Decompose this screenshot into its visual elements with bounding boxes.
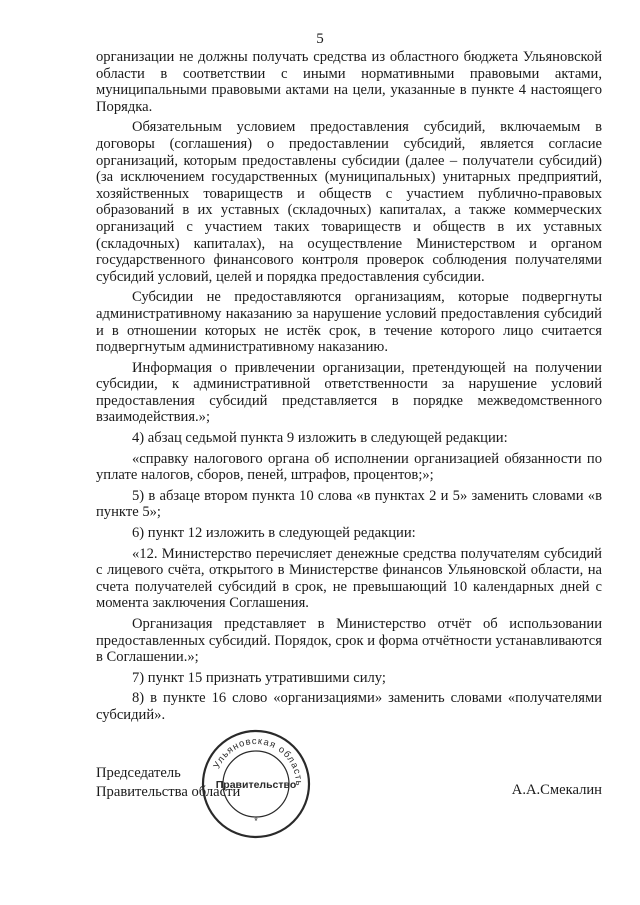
amendment-item: 4) абзац седьмой пункта 9 изложить в следующей редакции: — [132, 430, 508, 447]
seal-center-text: Правительство — [215, 779, 297, 791]
signatory-title-line1: Председатель — [96, 765, 181, 781]
amendment-item: 8) в пункте 16 слово «организациями» заменить словами «получателями субсидий». — [96, 690, 602, 723]
amendment-item: 7) пункт 15 признать утратившими силу; — [132, 669, 386, 686]
paragraph: Субсидии не предоставляются организациям, которые подвергнуты административному наказанию за нарушение условий предоставления субсидий и в отношении которых не истёк срок, в течение которого лицо считается подвергнутым административному наказанию. — [96, 289, 602, 356]
document-body — [96, 49, 602, 728]
seal-ring-text: Ульяновская область — [211, 735, 305, 787]
page-number: 5 — [316, 31, 324, 47]
svg-text:*: * — [254, 816, 258, 826]
paragraph: Информация о привлечении организации, претендующей на получении субсидии, к административной ответственности за нарушение условий предоставления субсидий представляется в порядке межведомственного взаимодействия.»; — [96, 359, 602, 426]
signatory-name: А.А.Смекалин — [511, 782, 602, 798]
amendment-item: 5) в абзаце втором пункта 10 слова «в пунктах 2 и 5» заменить словами «в пункте 5»; — [96, 487, 602, 521]
amendment-item: 6) пункт 12 изложить в следующей редакции: — [132, 525, 416, 542]
amendment-item: «12. Министерство перечисляет денежные средства получателям субсидий с лицевого счёта, открытого в Министерстве финансов Ульяновской области, на счета получателей субсидий в срок, не превышающий 10 календарных дней с момента заключения Соглашения. — [96, 545, 602, 612]
signatory-title-line2: Правительства области — [96, 784, 241, 800]
amendment-item: Организация представляет в Министерство отчёт об использовании предоставленных субсидий. Порядок, срок и форма отчётности устанавливаются в Соглашении.»; — [96, 616, 602, 666]
paragraph: организации не должны получать средства из областного бюджета Ульяновской области в соответствии с иными нормативными правовыми актами, муниципальными правовыми актами на цели, указанные в пункте 4 настоящего Порядка. — [96, 49, 602, 115]
paragraph: Обязательным условием предоставления субсидий, включаемым в договоры (соглашения) о предоставлении субсидий, является согласие организаций, которым предоставлены субсидии (далее – получатели субсидий) (за исключением государственных (муниципальных) унитарных предприятий, хозяйственных товариществ и обществ с участием публично-правовых образований в их уставных (складочных) капиталах, а также коммерческих организаций с участием таких товариществ и обществ в их уставных (складочных) капиталах), на осуществление Министерством и органом государственного финансового контроля проверок соблюдения получателями субсидий условий, целей и порядка предоставления субсидии. — [96, 119, 602, 285]
amendment-item: «справку налогового органа об исполнении организацией обязанности по уплате налогов, сборов, пеней, штрафов, процентов;»; — [96, 450, 602, 484]
official-seal — [200, 728, 312, 840]
